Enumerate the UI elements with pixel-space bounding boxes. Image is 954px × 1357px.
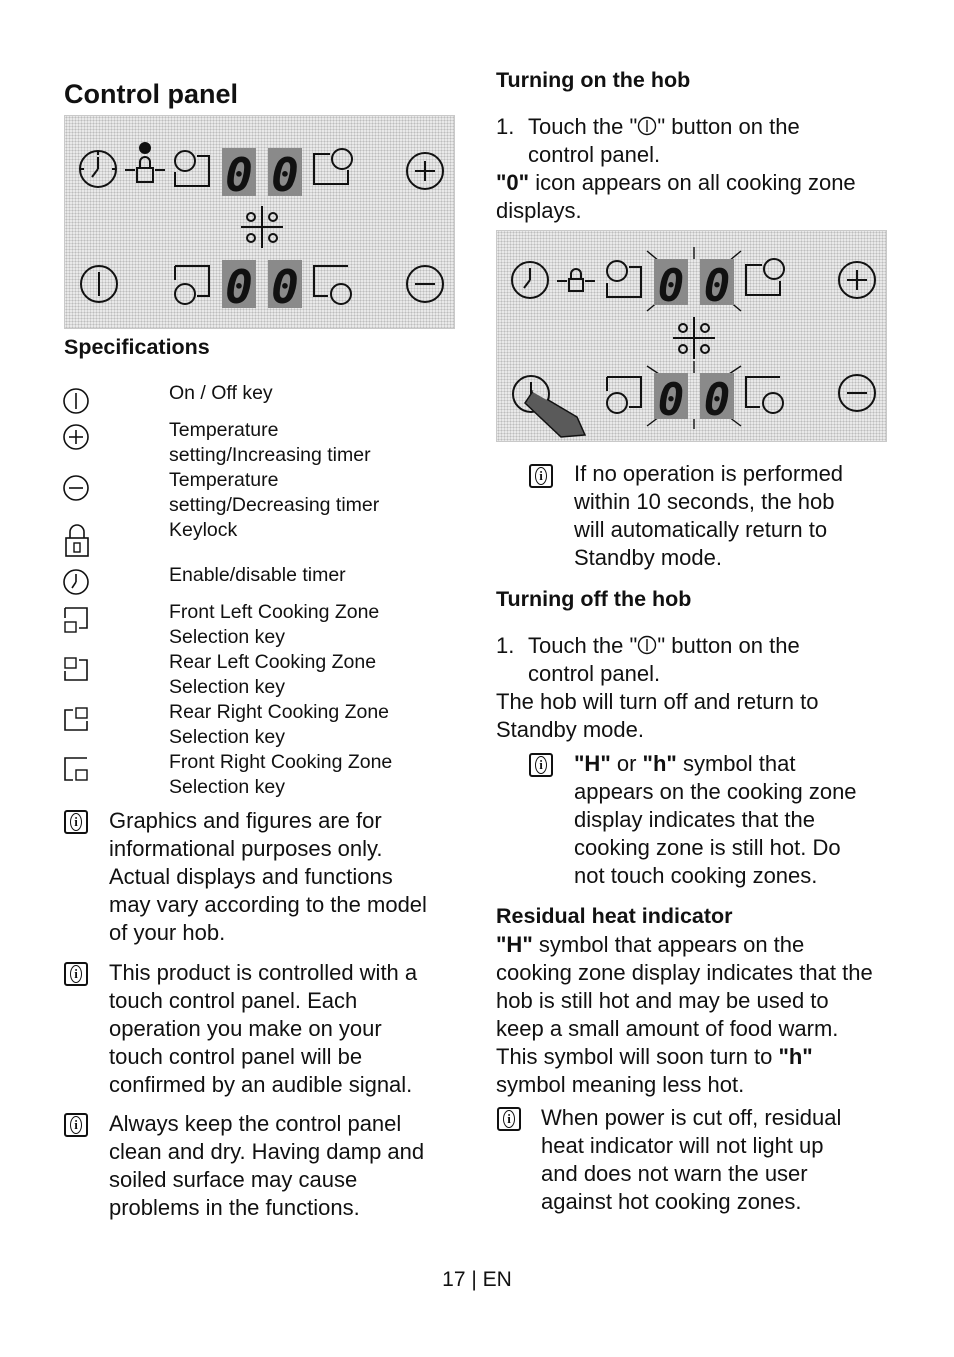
timer-icon: [80, 151, 116, 187]
control-panel-diagram: [64, 115, 455, 329]
timer-icon: [62, 568, 92, 596]
spec-plus: Temperature setting/Increasing timer: [169, 419, 371, 466]
front-right-zone-icon: [314, 266, 351, 304]
rear-left-zone-icon: [175, 151, 209, 186]
rear-right-zone-icon: [62, 705, 92, 735]
rear-right-zone-icon: [746, 259, 784, 295]
display-front-left: 0: [657, 375, 685, 426]
power-icon: [62, 387, 92, 415]
power-icon: [637, 635, 657, 655]
plus-icon: [62, 423, 92, 451]
zone-layout-icon: [140, 143, 283, 248]
keylock-icon: [557, 269, 595, 291]
spec-rear-right: Rear Right Cooking Zone Selection key: [169, 701, 390, 748]
plus-icon: [407, 153, 443, 189]
display-rear-right: 0: [703, 261, 731, 312]
control-panel-on-diagram: [496, 230, 887, 442]
display-front-right: 0: [271, 260, 299, 314]
plus-icon: [839, 262, 875, 298]
minus-icon: [407, 266, 443, 302]
keylock-icon: [125, 157, 165, 182]
info-icon: i: [64, 1113, 88, 1137]
residual-heat-heading: Residual heat indicator: [496, 904, 733, 928]
turning-on-heading: Turning on the hob: [496, 68, 691, 92]
display-rear-left: 0: [225, 148, 253, 202]
display-rear-left: 0: [657, 261, 685, 312]
turning-off-text: The hob will turn off and return to Standby mode.: [496, 689, 819, 742]
spec-timer: Enable/disable timer: [169, 564, 346, 586]
spec-rear-left: Rear Left Cooking Zone Selection key: [169, 651, 377, 698]
note-clean-dry: Always keep the control panel clean and dry. Having damp and soiled surface may cause problems in the functions.: [109, 1111, 425, 1220]
note-touch-control: This product is controlled with a touch control panel. Each operation you make on your touch control panel will be confirmed by an audible signal.: [109, 960, 418, 1097]
display-front-left: 0: [225, 260, 253, 314]
note-power-cut: When power is cut off, residual heat indicator will not light up and does not warn the user against hot cooking zones.: [541, 1105, 842, 1214]
display-rear-right: 0: [271, 148, 299, 202]
info-icon: i: [64, 962, 88, 986]
rear-right-zone-icon: [314, 149, 352, 184]
info-icon: i: [64, 810, 88, 834]
page-number: 17 | EN: [442, 1268, 512, 1291]
spec-minus: Temperature setting/Decreasing timer: [169, 469, 380, 516]
front-left-zone-icon: [62, 605, 92, 635]
note-graphics: Graphics and figures are for informational purposes only. Actual displays and functions may vary according to the model of your hob.: [109, 808, 427, 945]
rear-left-zone-icon: [607, 261, 641, 297]
front-left-zone-icon: [175, 266, 209, 304]
finger-icon: [525, 391, 585, 437]
front-right-zone-icon: [746, 377, 783, 413]
info-icon: i: [529, 753, 553, 777]
page-title: Control panel: [64, 79, 238, 109]
minus-icon: [62, 474, 92, 502]
spec-front-right: Front Right Cooking Zone Selection key: [169, 751, 393, 798]
spec-power: On / Off key: [169, 382, 273, 404]
minus-icon: [839, 375, 875, 411]
turning-on-step: 1. Touch the " " button on the control panel.: [496, 114, 800, 167]
power-icon: [81, 266, 117, 302]
spec-keylock: Keylock: [169, 519, 238, 541]
note-standby: If no operation is performed within 10 seconds, the hob will automatically return to Standby mode.: [574, 461, 844, 570]
timer-icon: [512, 262, 548, 298]
front-right-zone-icon: [62, 755, 92, 785]
front-left-zone-icon: [607, 377, 641, 413]
turning-off-step: 1. Touch the " " button on the control panel.: [496, 633, 800, 686]
turning-off-heading: Turning off the hob: [496, 587, 692, 611]
turning-on-text: "0" icon appears on all cooking zone displays.: [496, 170, 856, 223]
info-icon: i: [497, 1107, 521, 1131]
keylock-icon: [62, 522, 92, 560]
info-icon: i: [529, 464, 553, 488]
specifications-heading: Specifications: [64, 335, 210, 359]
spec-front-left: Front Left Cooking Zone Selection key: [169, 601, 380, 648]
rear-left-zone-icon: [62, 655, 92, 685]
residual-heat-text: "H" symbol that appears on the cooking zone display indicates that the hob is still hot and may be used to keep a small amount of food warm. This symbol will soon turn to "h" symbol meaning less hot.: [496, 932, 873, 1097]
note-hot-symbol: "H" or "h" symbol that appears on the cooking zone display indicates that the cooking zone is still hot. Do not touch cooking zones.: [574, 751, 857, 888]
display-front-right: 0: [703, 375, 731, 426]
power-icon: [637, 116, 657, 136]
